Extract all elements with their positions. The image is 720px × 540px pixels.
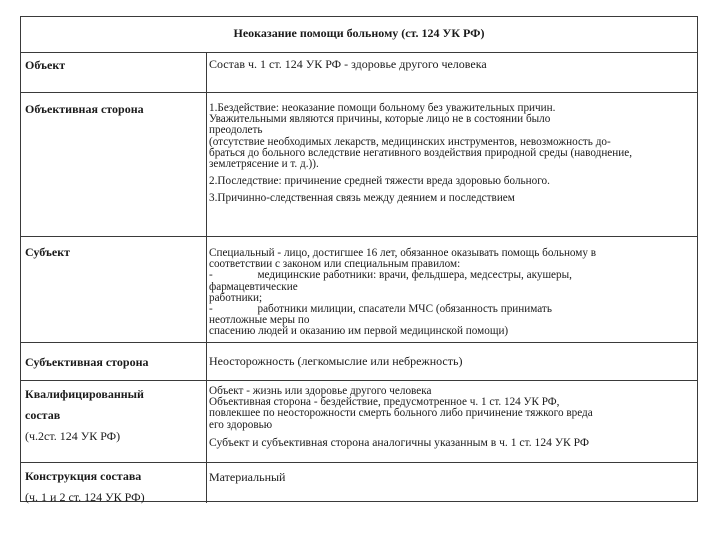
table-row bbox=[21, 463, 697, 503]
row-content bbox=[207, 53, 697, 92]
content-line: 3.Причинно-следственная связь между деянием и последствием bbox=[209, 192, 515, 205]
row-label bbox=[21, 463, 207, 503]
content-line: Субъект и субъективная сторона аналогичны указанным в ч. 1 ст. 124 УК РФ bbox=[209, 435, 590, 449]
article-table bbox=[20, 16, 698, 502]
content-line: неотложные меры по bbox=[209, 314, 310, 327]
row-label-line: Объект bbox=[25, 58, 66, 72]
row-label bbox=[21, 343, 207, 380]
content-line: землетрясение и т. д.)). bbox=[209, 158, 319, 171]
row-content bbox=[207, 381, 697, 462]
row-label-line: состав bbox=[25, 408, 61, 422]
content-line: Уважительными являются причины, которые лицо не в состоянии было bbox=[209, 113, 551, 126]
content-line: Специальный - лицо, достигшее 16 лет, обязанное оказывать помощь больному в bbox=[209, 247, 597, 259]
row-label-line: Квалифицированный bbox=[25, 387, 144, 401]
row-label bbox=[21, 381, 207, 462]
content-line: фармацевтические bbox=[209, 280, 298, 293]
row-content bbox=[207, 463, 697, 503]
content-line: браться до больного вследствие негативного воздействия природной среды (наводнение, bbox=[209, 146, 633, 159]
content-line: преодолеть bbox=[209, 124, 263, 137]
content-line: его здоровью bbox=[209, 418, 273, 431]
row-label bbox=[21, 93, 207, 236]
content-line: работники; bbox=[209, 291, 263, 304]
table-row bbox=[21, 381, 697, 463]
row-content bbox=[207, 93, 697, 236]
content-line: - работники милиции, спасатели МЧС (обязанность принимать bbox=[209, 303, 552, 316]
content-line: 2.Последствие: причинение средней тяжести вреда здоровью больного. bbox=[209, 175, 550, 188]
content-line: повлекшее по неосторожности смерть больного либо причинение тяжкого вреда bbox=[209, 407, 593, 420]
content-line: Объективная сторона - бездействие, предусмотренное ч. 1 ст. 124 УК РФ, bbox=[209, 396, 560, 409]
table-row bbox=[21, 343, 697, 381]
row-label-line: (ч. 1 и 2 ст. 124 УК РФ) bbox=[25, 490, 145, 504]
row-content bbox=[207, 343, 697, 380]
content-line: спасению людей и оказанию им первой медицинской помощи) bbox=[209, 325, 509, 338]
table-title: Неоказание помощи больному (ст. 124 УК РФ) bbox=[21, 17, 697, 53]
content-line: соответствии с законом или специальным правилом: bbox=[209, 258, 461, 271]
row-label-line: Конструкция состава bbox=[25, 469, 142, 483]
table-row bbox=[21, 53, 697, 93]
row-label-line: (ч.2ст. 124 УК РФ) bbox=[25, 429, 121, 443]
content-line: Состав ч. 1 ст. 124 УК РФ - здоровье другого человека bbox=[209, 57, 487, 71]
row-label-line: Субъект bbox=[25, 245, 71, 259]
content-line: 1.Бездействие: неоказание помощи больному без уважительных причин. bbox=[209, 102, 556, 114]
content-line: Материальный bbox=[209, 470, 286, 484]
content-line: Неосторожность (легкомыслие или небрежность) bbox=[209, 354, 463, 368]
row-label bbox=[21, 53, 207, 92]
content-line: (отсутствие необходимых лекарств, медицинских инструментов, невозможность до- bbox=[209, 135, 611, 148]
content-line: - медицинские работники: врачи, фельдшера, медсестры, акушеры, bbox=[209, 269, 572, 282]
table-row bbox=[21, 93, 697, 237]
row-label-line: Субъективная сторона bbox=[25, 355, 149, 369]
row-content bbox=[207, 237, 697, 342]
row-label-line: Объективная сторона bbox=[25, 102, 144, 116]
row-label bbox=[21, 237, 207, 342]
content-line: Объект - жизнь или здоровье другого человека bbox=[209, 385, 432, 397]
table-row bbox=[21, 237, 697, 343]
